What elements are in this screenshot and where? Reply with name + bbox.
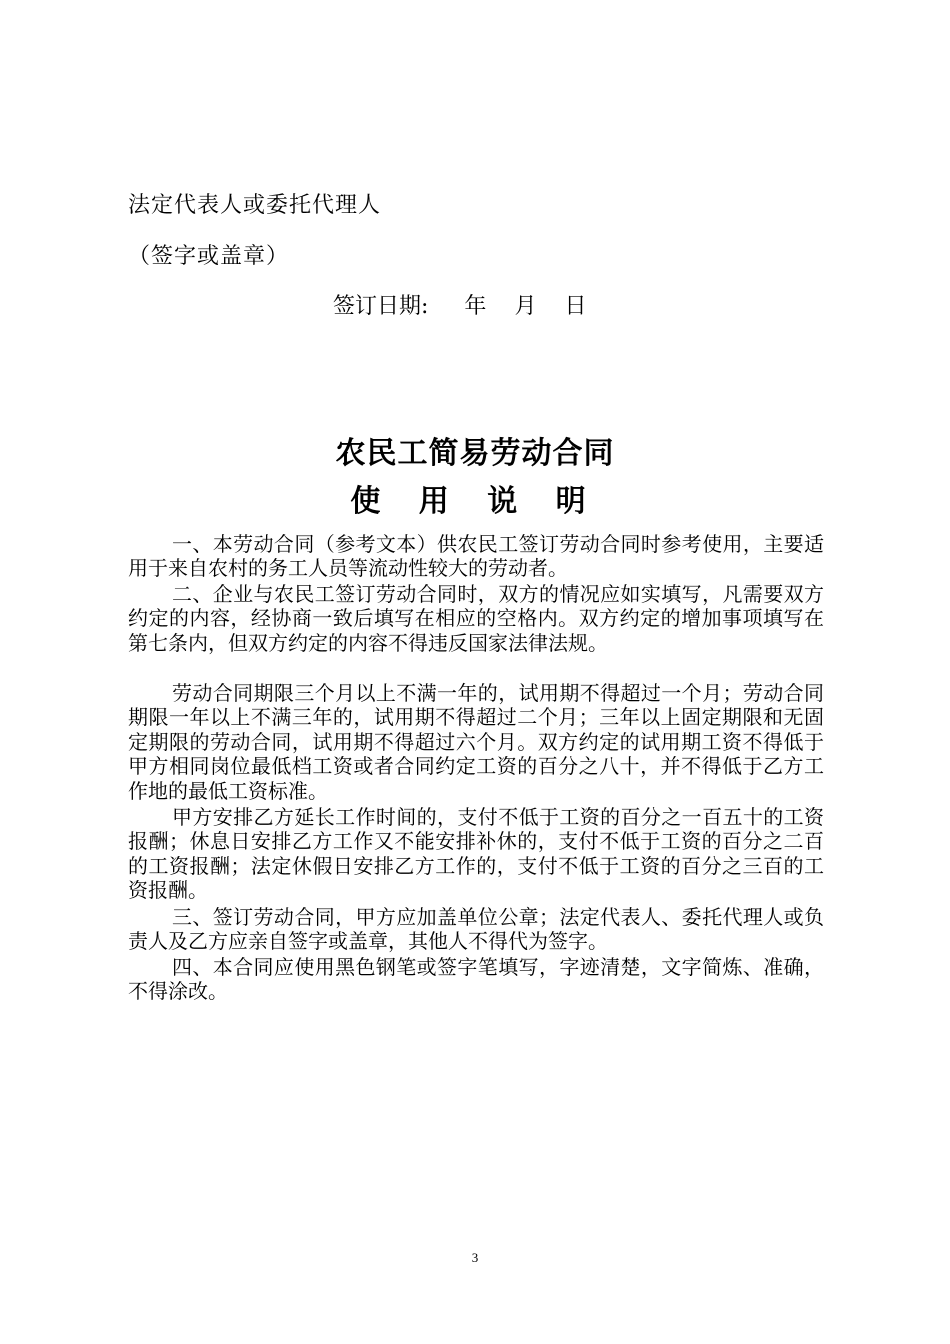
date-year-label: 年 <box>464 294 487 319</box>
signing-date-label: 签订日期: <box>333 294 429 319</box>
instruction-paragraph: 三、签订劳动合同，甲方应加盖单位公章；法定代表人、委托代理人或负责人及乙方应亲自签字或盖章，其他人不得代为签字。 <box>128 905 824 954</box>
document-title: 农民工简易劳动合同 <box>335 436 615 471</box>
signing-date-line <box>333 294 586 320</box>
instruction-paragraph: 劳动合同期限三个月以上不满一年的，试用期不得超过一个月；劳动合同期限一年以上不满三年的，试用期不得超过二个月；三年以上固定期限和无固定期限的劳动合同，试用期不得超过六个月。双方约定的试用期工资不得低于甲方相同岗位最低档工资或者合同约定工资的百分之八十，并不得低于乙方工作地的最低工资标准。 <box>128 681 824 803</box>
instruction-paragraph: 二、企业与农民工签订劳动合同时，双方的情况应如实填写，凡需要双方约定的内容，经协商一致后填写在相应的空格内。双方约定的增加事项填写在第七条内，但双方约定的内容不得违反国家法律法规。 <box>128 582 824 655</box>
date-month-label: 月 <box>514 294 537 319</box>
sign-or-seal-note: （签字或盖章） <box>128 244 290 269</box>
page-number: 3 <box>471 1250 479 1265</box>
instruction-paragraph: 一、本劳动合同（参考文本）供农民工签订劳动合同时参考使用，主要适用于来自农村的务工人员等流动性较大的劳动者。 <box>128 532 824 581</box>
instruction-paragraph: 甲方安排乙方延长工作时间的，支付不低于工资的百分之一百五十的工资报酬；休息日安排乙方工作又不能安排补休的，支付不低于工资的百分之二百的工资报酬；法定休假日安排乙方工作的，支付不低于工资的百分之三百的工资报酬。 <box>128 805 824 903</box>
date-day-label: 日 <box>564 294 587 319</box>
instructions-heading: 使 用 说 明 <box>350 484 600 519</box>
instruction-paragraph: 四、本合同应使用黑色钢笔或签字笔填写，字迹清楚，文字简炼、准确，不得涂改。 <box>128 955 824 1004</box>
representative-label: 法定代表人或委托代理人 <box>128 193 382 218</box>
